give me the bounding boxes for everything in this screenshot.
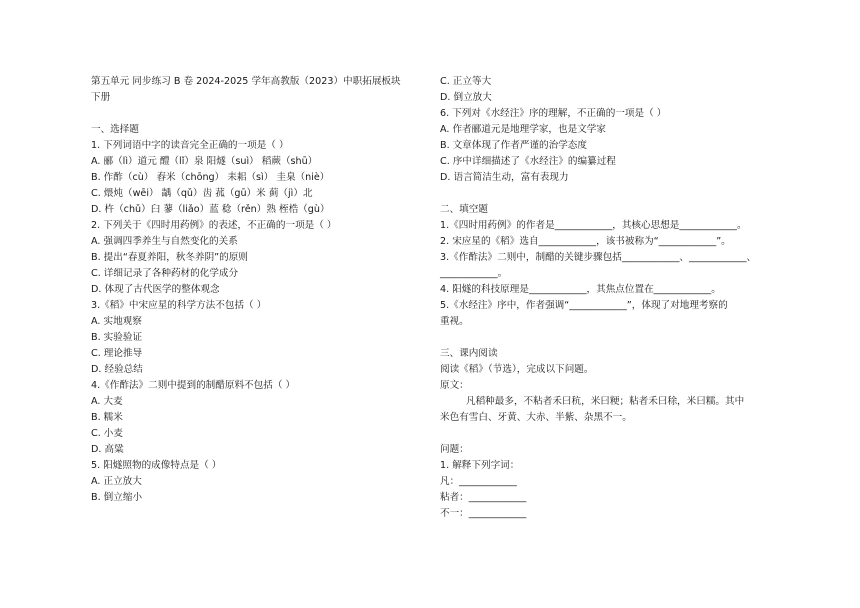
text-line: D. 语言简洁生动，富有表现力 <box>440 172 569 183</box>
text-line: 1.《四时用药例》的作者是____________，其核心思想是____________。 <box>440 220 747 231</box>
left-column <box>91 74 421 506</box>
text-line: D. 倒立放大 <box>440 92 492 103</box>
text-line: C. 序中详细描述了《水经注》的编纂过程 <box>440 156 616 167</box>
text-line: B. 糯米 <box>91 412 123 423</box>
text-line: B. 文章体现了作者严谨的治学态度 <box>440 140 587 151</box>
text-line: 三、课内阅读 <box>440 348 498 359</box>
text-line: 米色有雪白、牙黄、大赤、半紫、杂黑不一。 <box>440 412 632 423</box>
text-line: 1. 下列词语中字的读音完全正确的一项是（ ） <box>91 140 289 151</box>
text-line: A. 作者郦道元是地理学家，也是文学家 <box>440 124 606 135</box>
spacer <box>440 186 780 202</box>
right-column <box>440 74 780 522</box>
text-line: 2. 下列关于《四时用药例》的表述，不正确的一项是（ ） <box>91 220 337 231</box>
text-line: A. 大麦 <box>91 396 123 407</box>
text-line: B. 倒立缩小 <box>91 492 143 503</box>
text-line: 4. 阳燧的科技原理是____________，其焦点位置在____________。 <box>440 284 721 295</box>
text-line: D. 体现了古代医学的整体观念 <box>91 284 220 295</box>
text-line: 第五单元 同步练习 B 卷 2024-2025 学年高教版（2023）中职拓展板块 <box>91 76 401 87</box>
text-line: C. 煨炖（wēi） 龋（qǔ）齿 菰（gū）米 蓟（jì）北 <box>91 188 313 199</box>
text-line: 5.《水经注》序中，作者强调“____________”，体现了对地理考察的 <box>440 300 728 311</box>
text-line: A. 实地观察 <box>91 316 142 327</box>
text-line: 问题： <box>440 444 469 455</box>
text-line: 5. 阳燧照物的成像特点是（ ） <box>91 460 222 471</box>
text-line: D. 经验总结 <box>91 364 143 375</box>
spacer <box>91 106 421 122</box>
text-line: B. 作酢（cù） 舂米（chōng） 耒耜（sì） 圭臬（niè） <box>91 172 330 183</box>
text-line: C. 小麦 <box>91 428 123 439</box>
text-line: ____________。 <box>440 268 508 279</box>
text-line: C. 理论推导 <box>91 348 143 359</box>
text-line: 4.《作酢法》二则中提到的制醋原料不包括（ ） <box>91 380 296 391</box>
text-line: A. 郦（lì）道元 醴（lǐ）泉 阳燧（suì） 稻蕨（shū） <box>91 156 318 167</box>
text-line: 重视。 <box>440 316 469 327</box>
text-line: 下册 <box>91 92 111 103</box>
text-line: C. 正立等大 <box>440 76 492 87</box>
spacer <box>440 330 780 346</box>
text-line: 一、选择题 <box>91 124 139 135</box>
text-line: D. 杵（chǔ）臼 蓼（liǎo）蓝 稔（rěn）熟 桎梏（gù） <box>91 204 330 215</box>
text-line: 二、填空题 <box>440 204 488 215</box>
spacer <box>440 426 780 442</box>
text-line: 3.《作酢法》二则中，制醋的关键步骤包括____________、____________、 <box>440 252 757 263</box>
text-line: 阅读《稻》（节选），完成以下问题。 <box>440 364 594 375</box>
text-line: 6. 下列对《水经注》序的理解，不正确的一项是（ ） <box>440 108 667 119</box>
text-line: A. 正立放大 <box>91 476 142 487</box>
text-line: 凡：____________ <box>440 476 517 487</box>
text-line: 1. 解释下列字词： <box>440 460 520 471</box>
text-line: B. 提出“春夏养阳，秋冬养阴”的原则 <box>91 252 248 263</box>
text-line: D. 高粱 <box>91 444 124 455</box>
text-line: B. 实验验证 <box>91 332 143 343</box>
text-line: A. 强调四季养生与自然变化的关系 <box>91 236 238 247</box>
text-line: 凡稻种最多，不粘者禾曰秔，米曰粳；粘者禾曰稌，米曰糯。其中 <box>466 396 745 407</box>
text-line: 粘者：____________ <box>440 492 527 503</box>
text-line: 原文： <box>440 380 469 391</box>
text-line: C. 详细记录了各种药材的化学成分 <box>91 268 239 279</box>
text-line: 3.《稻》中宋应星的科学方法不包括（ ） <box>91 300 267 311</box>
text-line: 2. 宋应星的《稻》选自____________，该书被称为“____________”。 <box>440 236 731 247</box>
text-line: 不一：____________ <box>440 508 527 519</box>
